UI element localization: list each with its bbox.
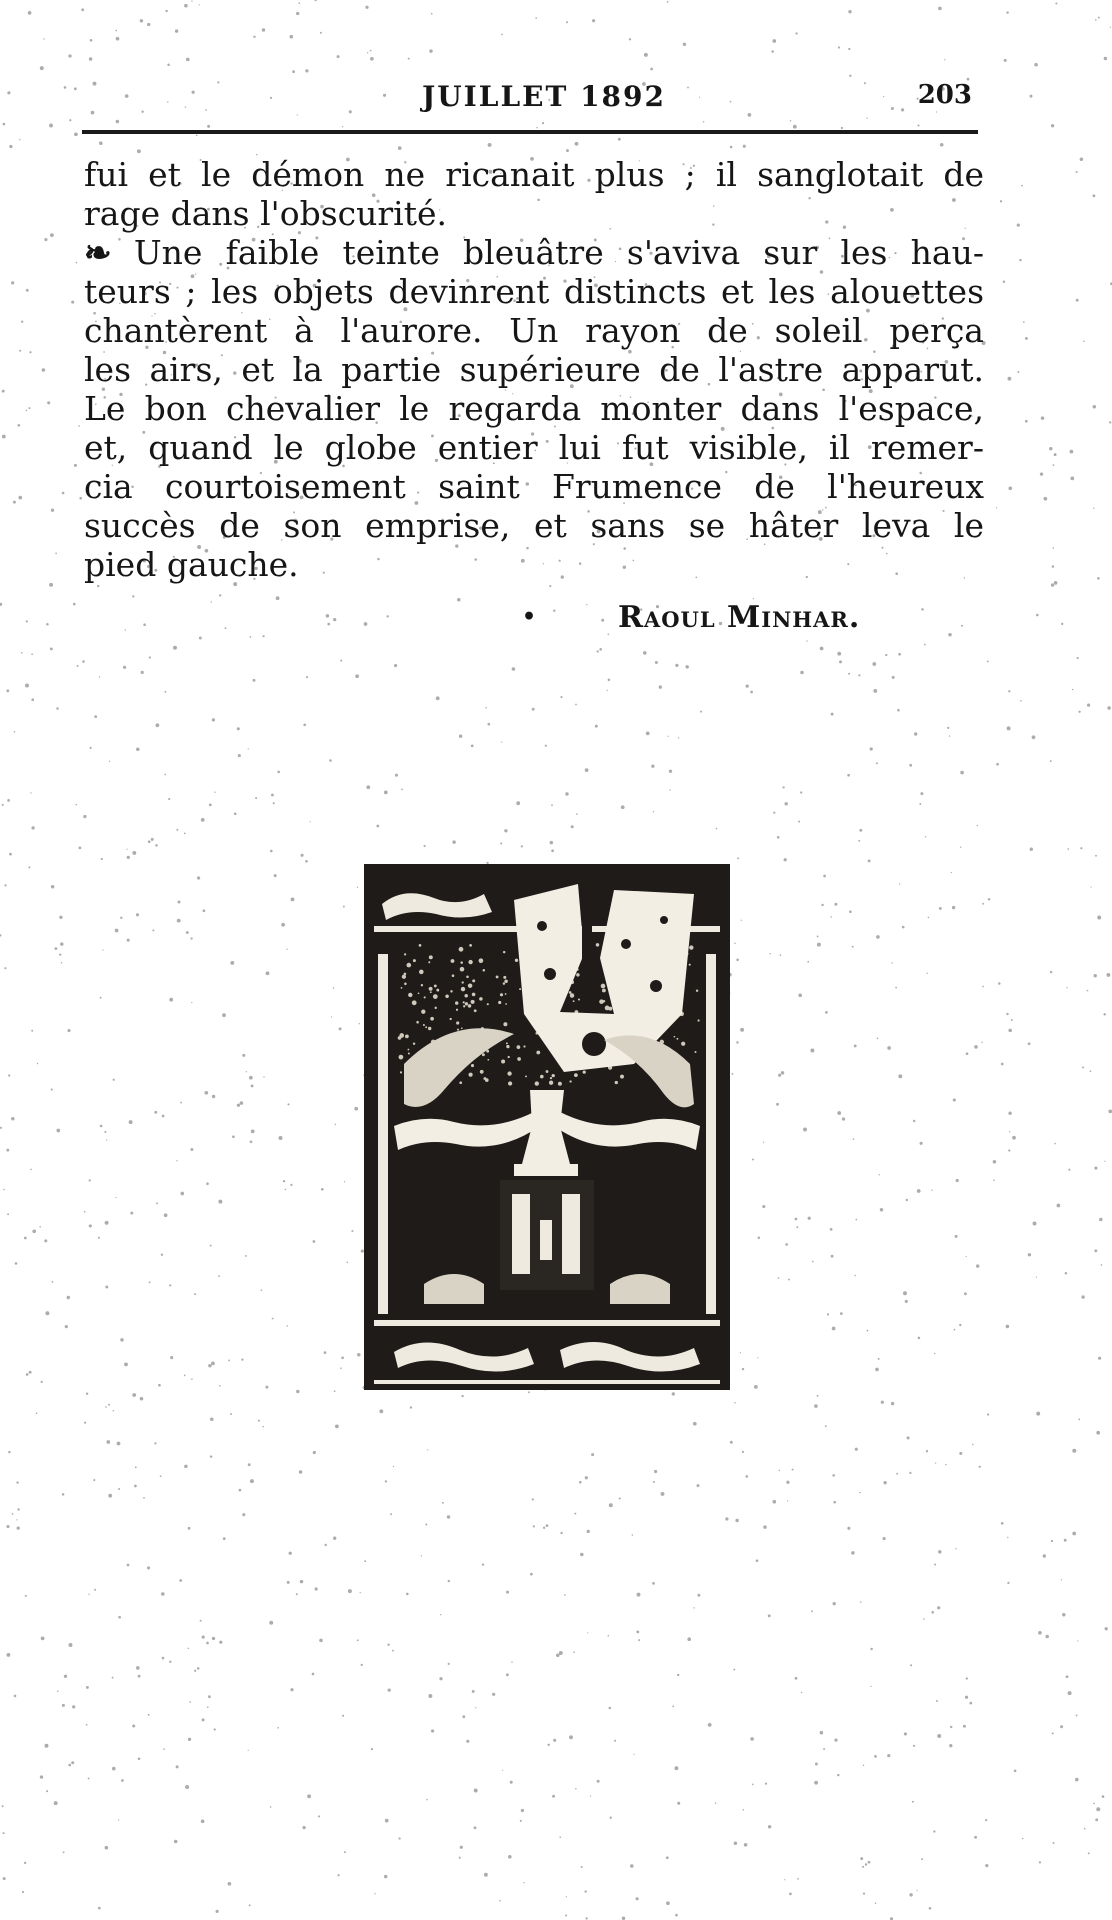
text-line: fui et le démon ne ricanait plus ; il sanglotait de (84, 155, 984, 194)
text-line-content: Une faible teinte bleuâtre s'aviva sur les hau- (133, 233, 984, 272)
text-line: pied gauche. (84, 545, 299, 584)
text-line: succès de son emprise, et sans se hâter leva le (84, 506, 984, 545)
page-number: 203 (917, 80, 972, 110)
text-line: rage dans l'obscurité. (84, 194, 447, 233)
author-signature: Raoul Minhar. (618, 600, 861, 635)
woodcut-vignette-icon (364, 864, 730, 1390)
page-header (82, 78, 982, 118)
running-head: JUILLET 1892 (422, 80, 666, 113)
text-line: les airs, et la partie supérieure de l'astre apparut. (84, 350, 984, 389)
text-line: cia courtoisement saint Frumence de l'heureux (84, 467, 984, 506)
left-frame (378, 954, 388, 1314)
text-line: et, quand le globe entier lui fut visible, il remer- (84, 428, 984, 467)
text-line (84, 233, 984, 272)
text-line: chantèrent à l'aurore. Un rayon de soleil perça (84, 311, 984, 350)
body-text (84, 155, 984, 584)
paragraph-mark-icon: ❧ (84, 233, 111, 272)
ornament-dot: • (522, 604, 537, 630)
text-line: Le bon chevalier le regarda monter dans l'espace, (84, 389, 984, 428)
header-rule (82, 130, 978, 134)
right-frame (706, 954, 716, 1314)
text-line: teurs ; les objets devinrent distincts et les alouettes (84, 272, 984, 311)
